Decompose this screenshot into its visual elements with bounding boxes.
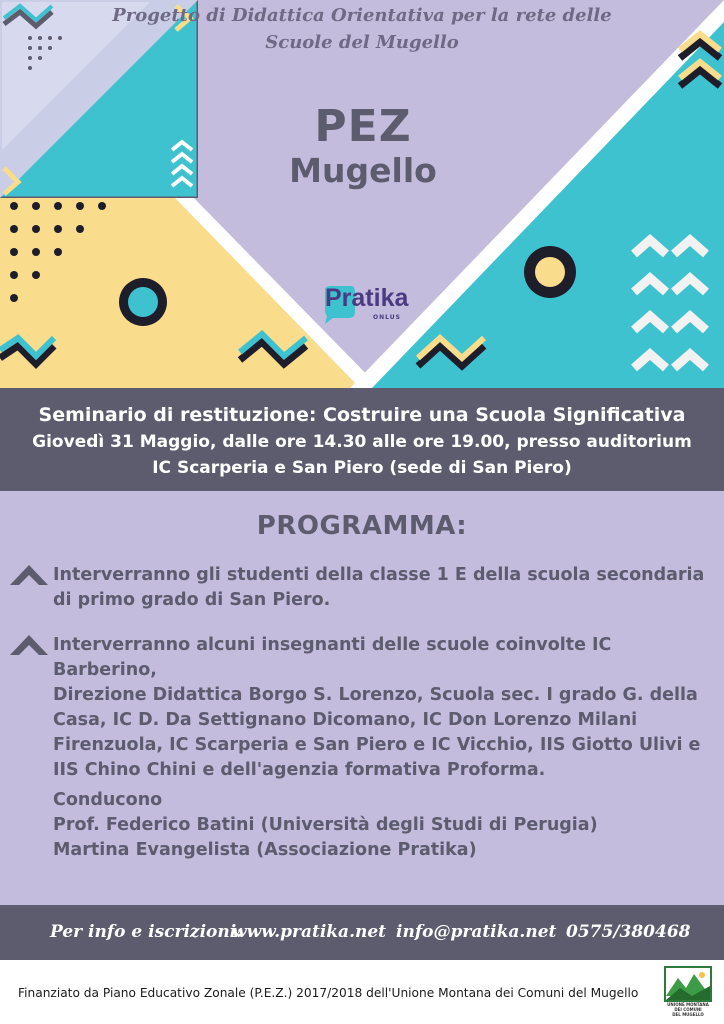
program-item-teachers: [53, 633, 713, 783]
contact-bar: [0, 905, 724, 960]
partner-name: Pratika: [325, 284, 409, 312]
program-item-students: [53, 563, 713, 613]
hosts-label: Conducono: [53, 790, 163, 810]
program-line: Direzione Didattica Borgo S. Lorenzo, Scuola sec. I grado G. della: [53, 685, 698, 705]
logo-caption-2: DEI COMUNI: [674, 1007, 702, 1012]
website-link[interactable]: www.pratika.net: [232, 922, 387, 942]
tagline-line1: Progetto di Didattica Orientativa per la rete delle: [112, 5, 612, 26]
event-title: Seminario di restituzione: Costruire una Scuola Significativa: [38, 404, 686, 426]
unione-montana-logo: [664, 966, 712, 1018]
chevron-bullet-icon: [10, 563, 48, 585]
logo-line2: Mugello: [289, 151, 437, 190]
program-line: di primo grado di San Piero.: [53, 590, 331, 610]
program-line: Interverranno alcuni insegnanti delle scuole coinvolte IC Barberino,: [53, 635, 612, 680]
program-hosts: [53, 788, 713, 863]
tagline-line2: Scuole del Mugello: [265, 32, 459, 53]
event-banner: [0, 388, 724, 491]
phone-number: 0575/380468: [566, 922, 691, 942]
partner-suffix: ONLUS: [373, 314, 401, 321]
logo-caption-3: DEL MUGELLO: [672, 1012, 704, 1017]
program-line: Firenzuola, IC Scarperia e San Piero e IC Vicchio, IIS Giotto Ulivi e: [53, 735, 701, 755]
funding-note: Finanziato da Piano Educativo Zonale (P.E.Z.) 2017/2018 dell'Unione Montana dei Comuni del Mugello: [18, 986, 639, 1000]
logo-line1: PEZ: [314, 101, 412, 152]
program-line: Interverranno gli studenti della classe 1 E della scuola secondaria: [53, 565, 705, 585]
hero-artwork: [0, 0, 724, 388]
pratika-logo: [325, 284, 415, 328]
program-line: Casa, IC D. Da Settignano Dicomano, IC Don Lorenzo Milani: [53, 710, 638, 730]
email-link[interactable]: info@pratika.net: [396, 922, 557, 942]
logo-caption-1: UNIONE MONTANA: [667, 1002, 709, 1007]
contact-label: Per info e iscrizioni:: [50, 922, 243, 942]
funding-footer: [0, 960, 724, 1024]
program-heading: PROGRAMMA:: [256, 511, 468, 541]
host-evangelista: Martina Evangelista (Associazione Pratika): [53, 840, 477, 860]
chevron-bullet-icon: [10, 633, 48, 655]
event-when: Giovedì 31 Maggio, dalle ore 14.30 alle ore 19.00, presso auditorium: [32, 432, 692, 452]
event-where: IC Scarperia e San Piero (sede di San Piero): [152, 458, 572, 478]
project-tagline: [0, 2, 724, 56]
logo-wordmark: [264, 102, 462, 190]
mountain-emblem-icon: [664, 966, 712, 1002]
program-line: IIS Chino Chini e dell'agenzia formativa Proforma.: [53, 760, 546, 780]
host-batini: Prof. Federico Batini (Università degli Studi di Perugia): [53, 815, 598, 835]
